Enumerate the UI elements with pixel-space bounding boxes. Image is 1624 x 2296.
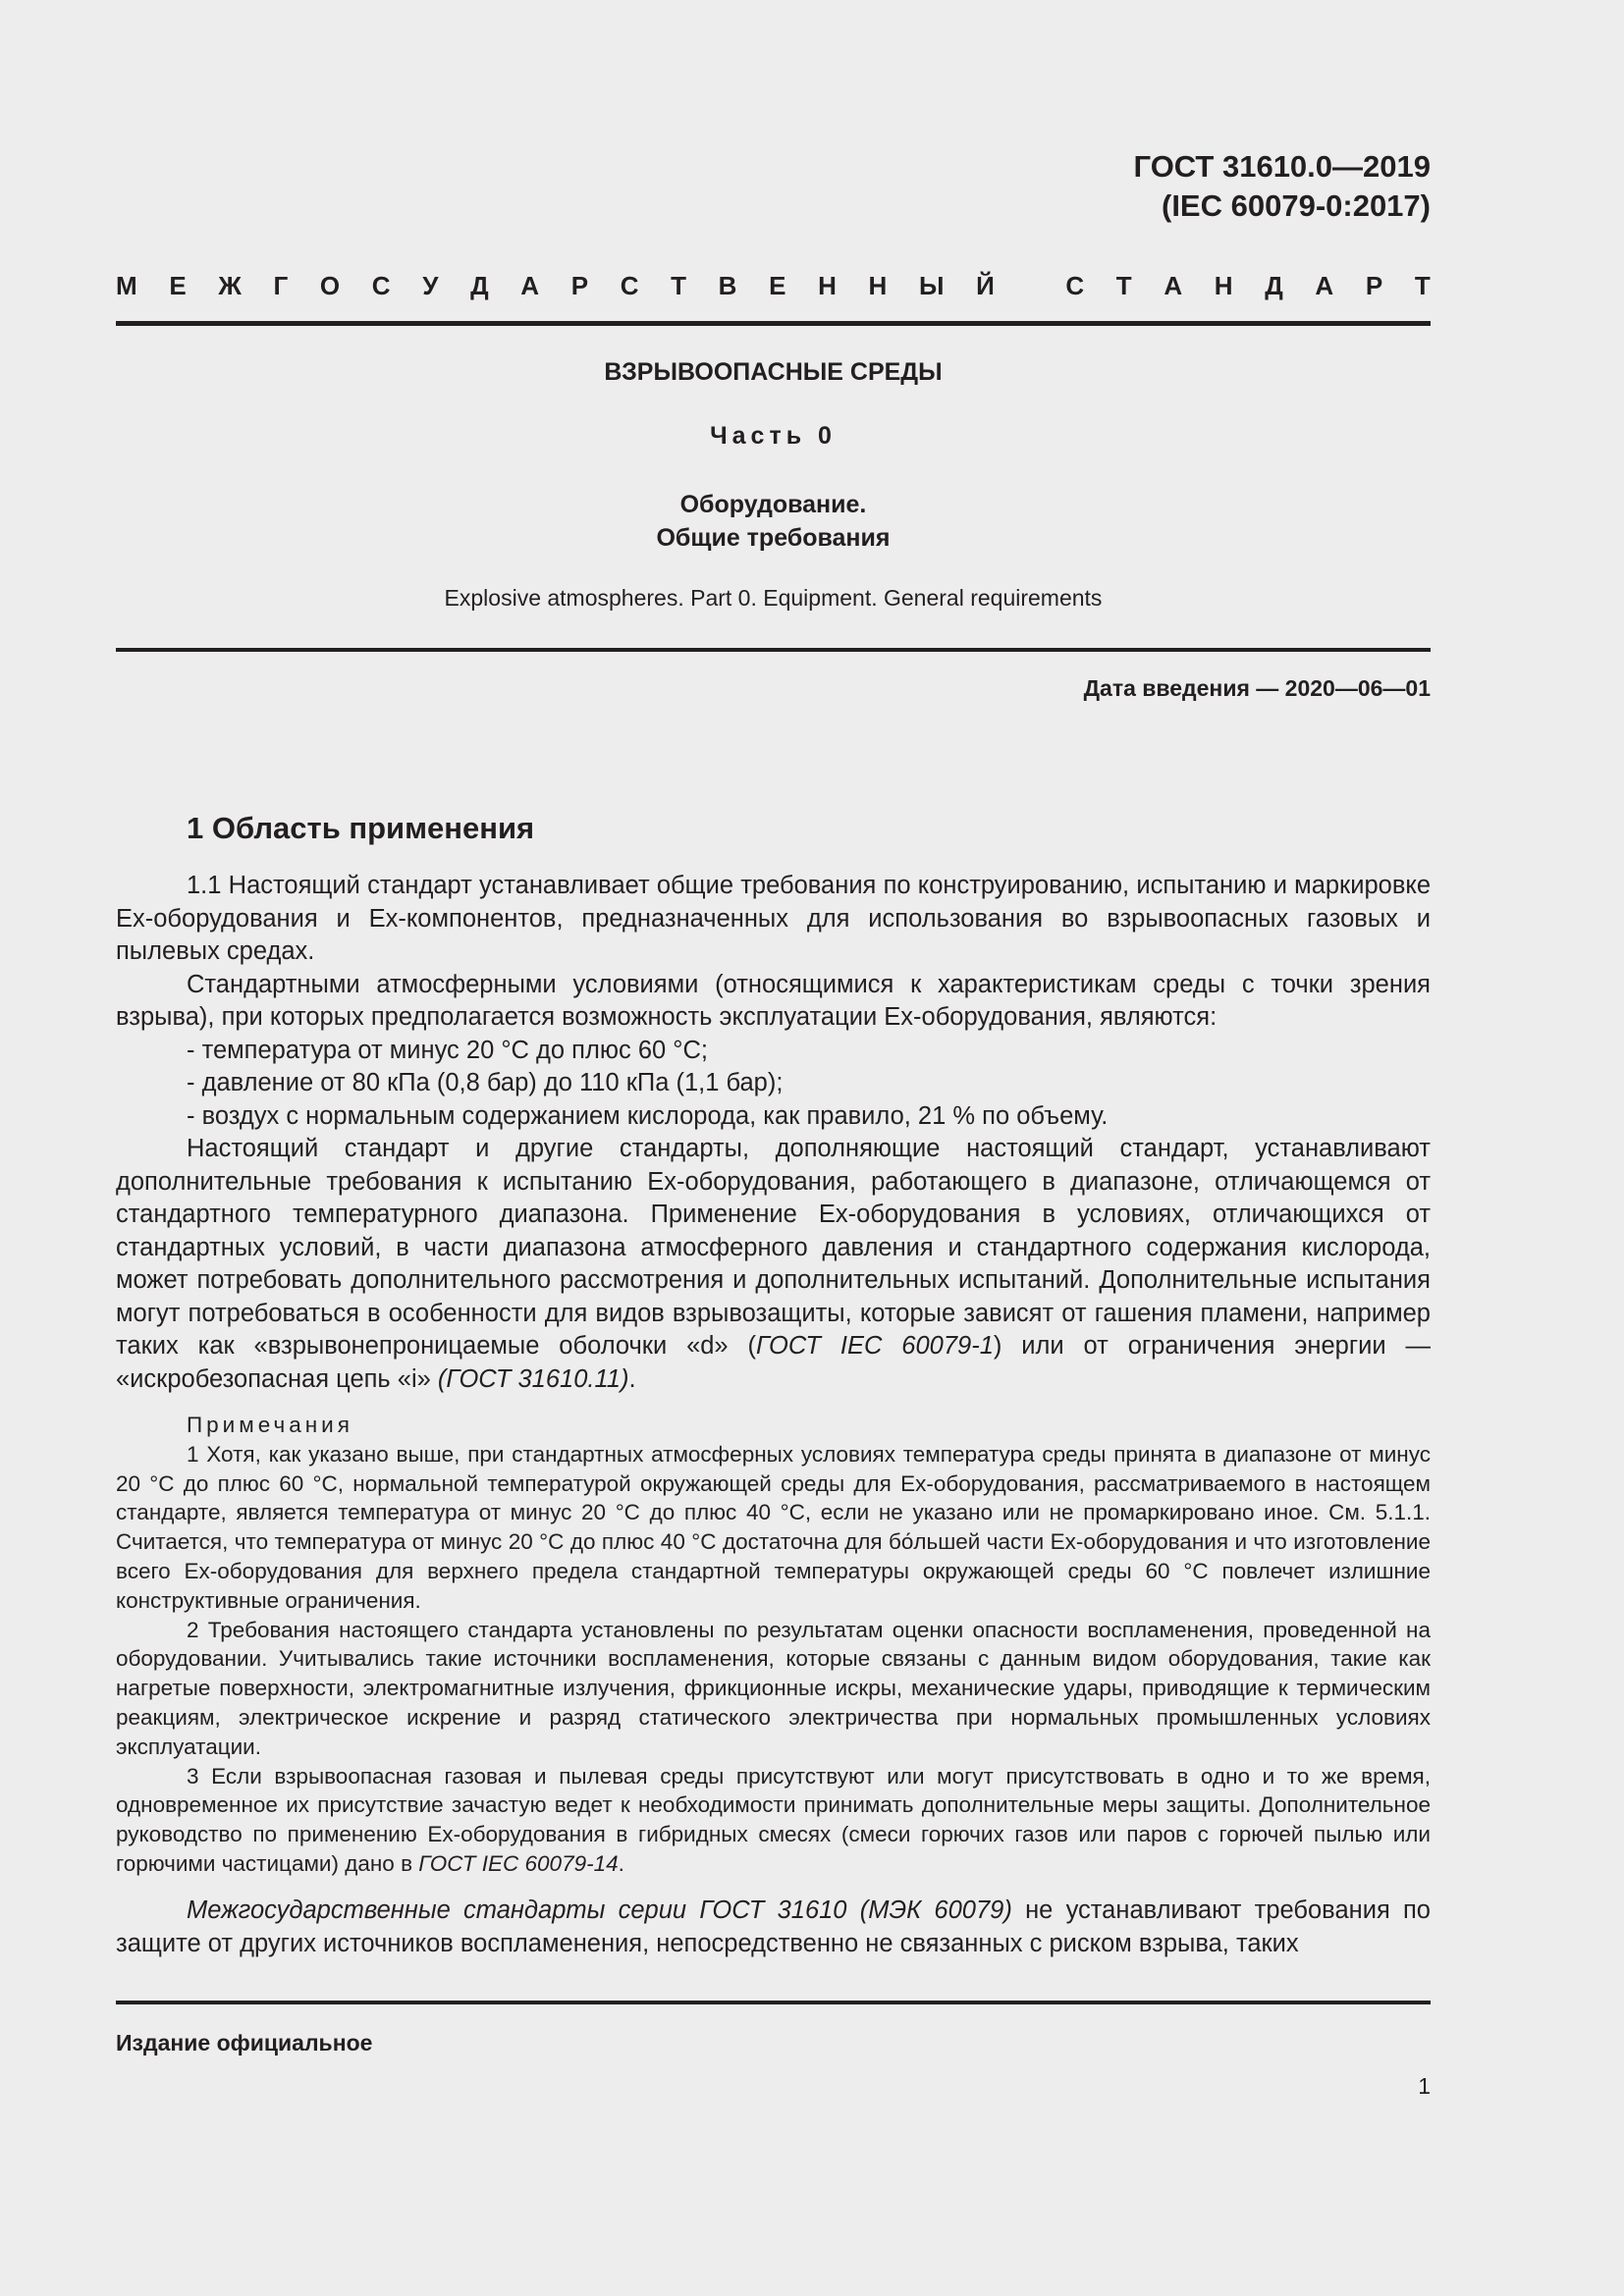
page-number: 1	[1418, 2073, 1431, 2099]
heading-letter: С	[371, 271, 391, 300]
heading-letter: С	[620, 271, 639, 300]
standard-reference: (ГОСТ 31610.11)	[437, 1364, 629, 1393]
paragraph-text: ) или от ограничения энергии — «искробезопасная цепь «i»	[116, 1332, 1431, 1393]
heading-letter: Ж	[218, 271, 242, 300]
official-edition-label: Издание официальное	[116, 2030, 373, 2056]
footer-divider	[116, 2001, 1431, 2004]
heading-letter: М	[116, 271, 137, 300]
heading-letter: А	[1315, 271, 1334, 300]
heading-letter: Н	[1214, 271, 1233, 300]
heading-letter: О	[319, 271, 341, 300]
heading-letter: Т	[1414, 271, 1431, 300]
heading-letter: Р	[570, 271, 589, 300]
heading-letter: Г	[273, 271, 289, 300]
note-3	[116, 1762, 1431, 1879]
subtitle-line-2: Общие требования	[656, 524, 891, 552]
standard-series-reference: Межгосударственные стандарты серии ГОСТ 31610 (МЭК 60079)	[187, 1896, 1012, 1924]
continuation-paragraph	[116, 1895, 1431, 1960]
notes-block	[116, 1411, 1431, 1879]
heading-letter: Д	[1265, 271, 1283, 300]
paragraph-text: не устанавливают требования по защите от других источников воспламенения, непосредственно не связанных с риском взрыва, таких	[116, 1896, 1431, 1957]
heading-letter: Й	[976, 271, 995, 300]
notes-heading: Примечания	[187, 1413, 353, 1437]
note-1: 1 Хотя, как указано выше, при стандартных атмосферных условиях температура среды принята в диапазоне от минус 20 °С до плюс 60 °С, нормальной температурой окружающей среды для Ex-оборудования, рассматриваемого в настоящем стандарте, является температура от минус 20 °С до плюс 40 °С, если не указано или не промаркировано иное. См. 5.1.1. Считается, что температура от минус 20 °С до плюс 40 °С достаточна для бо́льшей части Ex-оборудования и что изготовление всего Ex-оборудования для верхнего предела стандартной температуры окружающей среды 60 °С повлечет излишние конструктивные ограничения.	[116, 1441, 1431, 1613]
heading-letter: Р	[1365, 271, 1383, 300]
heading-letter: Н	[818, 271, 837, 300]
heading-letter: Ы	[918, 271, 945, 300]
list-item: - давление от 80 кПа (0,8 бар) до 110 кПа (1,1 бар);	[187, 1069, 784, 1096]
heading-letter: С	[1065, 271, 1085, 300]
title-divider	[116, 648, 1431, 652]
paragraph-text: .	[628, 1364, 636, 1393]
heading-letter: Д	[470, 271, 489, 300]
note-text: 3 Если взрывоопасная газовая и пылевая среды присутствуют или могут присутствовать в одно и то же время, одновременное их присутствие зачастую ведет к необходимости принимать дополнительные меры защиты. Дополнительное руководство по применению Ex-оборудования в гибридных смесях (смеси горючих газов или паров с горючей пылью или горючими частицами) дано в	[116, 1763, 1431, 1876]
heading-letter: Т	[671, 271, 687, 300]
heading-letter: Н	[868, 271, 888, 300]
paragraph	[116, 1895, 1431, 1960]
iec-number: (IEC 60079-0:2017)	[1162, 188, 1431, 223]
document-subtitle	[116, 488, 1431, 555]
english-title: Explosive atmospheres. Part 0. Equipment. General requirements	[444, 585, 1103, 611]
document-part: Часть 0	[710, 422, 837, 450]
note-2: 2 Требования настоящего стандарта установлены по результатам оценки опасности воспламенения, проведенной на оборудовании. Учитывались такие источники воспламенения, которые связаны с данным видом оборудования, такие как нагретые поверхности, электромагнитные излучения, фрикционные искры, механические удары, приводящие к термическим реакциям, электрическое искрение и разряд статического электричества при нормальных промышленных условиях эксплуатации.	[116, 1617, 1431, 1759]
heading-letter: Е	[769, 271, 786, 300]
heading-word-gap	[1026, 271, 1033, 301]
paragraph-1-1: 1.1 Настоящий стандарт устанавливает общие требования по конструированию, испытанию и маркировке Ex-оборудования и Ex-компонентов, предназначенных для использования во взрывоопасных газовых и пылевых средах.	[116, 872, 1431, 965]
heading-letter: А	[520, 271, 540, 300]
list-item: - температура от минус 20 °С до плюс 60 °С;	[187, 1036, 708, 1064]
note-text: .	[618, 1850, 624, 1876]
document-title: ВЗРЫВООПАСНЫЕ СРЕДЫ	[604, 358, 943, 386]
gost-identifier	[1134, 147, 1431, 226]
paragraph-standard-conditions: Стандартными атмосферными условиями (относящимися к характеристикам среды с точки зрения взрыва), при которых предполагается возможность эксплуатации Ex-оборудования, являются:	[116, 970, 1431, 1031]
standard-reference: ГОСТ IEC 60079-1	[756, 1332, 994, 1360]
heading-letter: У	[422, 271, 439, 300]
heading-letter: Е	[169, 271, 187, 300]
list-item: - воздух с нормальным содержанием кислорода, как правило, 21 % по объему.	[187, 1101, 1109, 1130]
heading-letter: А	[1164, 271, 1183, 300]
header-divider	[116, 321, 1431, 326]
standard-reference: ГОСТ IEC 60079-14	[418, 1850, 619, 1876]
section-heading: 1 Область применения	[187, 811, 535, 845]
subtitle-line-1: Оборудование.	[679, 491, 867, 518]
paragraph-additional-requirements	[116, 1133, 1431, 1396]
heading-letter: Т	[1115, 271, 1132, 300]
section-body	[116, 870, 1431, 1396]
gost-number: ГОСТ 31610.0—2019	[1133, 149, 1431, 184]
interstate-standard-heading	[116, 271, 1431, 301]
heading-letter: В	[718, 271, 737, 300]
introduction-date: Дата введения — 2020—06—01	[1083, 675, 1431, 701]
paragraph-text: Настоящий стандарт и другие стандарты, дополняющие настоящий стандарт, устанавливают дополнительные требования к испытанию Ex-оборудования, работающего в диапазоне, отличающемся от стандартного температурного диапазона. Применение Ex-оборудования в условиях, отличающихся от стандартных условий, в части диапазона атмосферного давления и стандартного содержания кислорода, может потребовать дополнительного рассмотрения и дополнительных испытаний. Дополнительные испытания могут потребоваться в особенности для видов взрывозащиты, которые зависят от гашения пламени, например таких как «взрывонепроницаемые оболочки «d» (	[116, 1135, 1431, 1360]
